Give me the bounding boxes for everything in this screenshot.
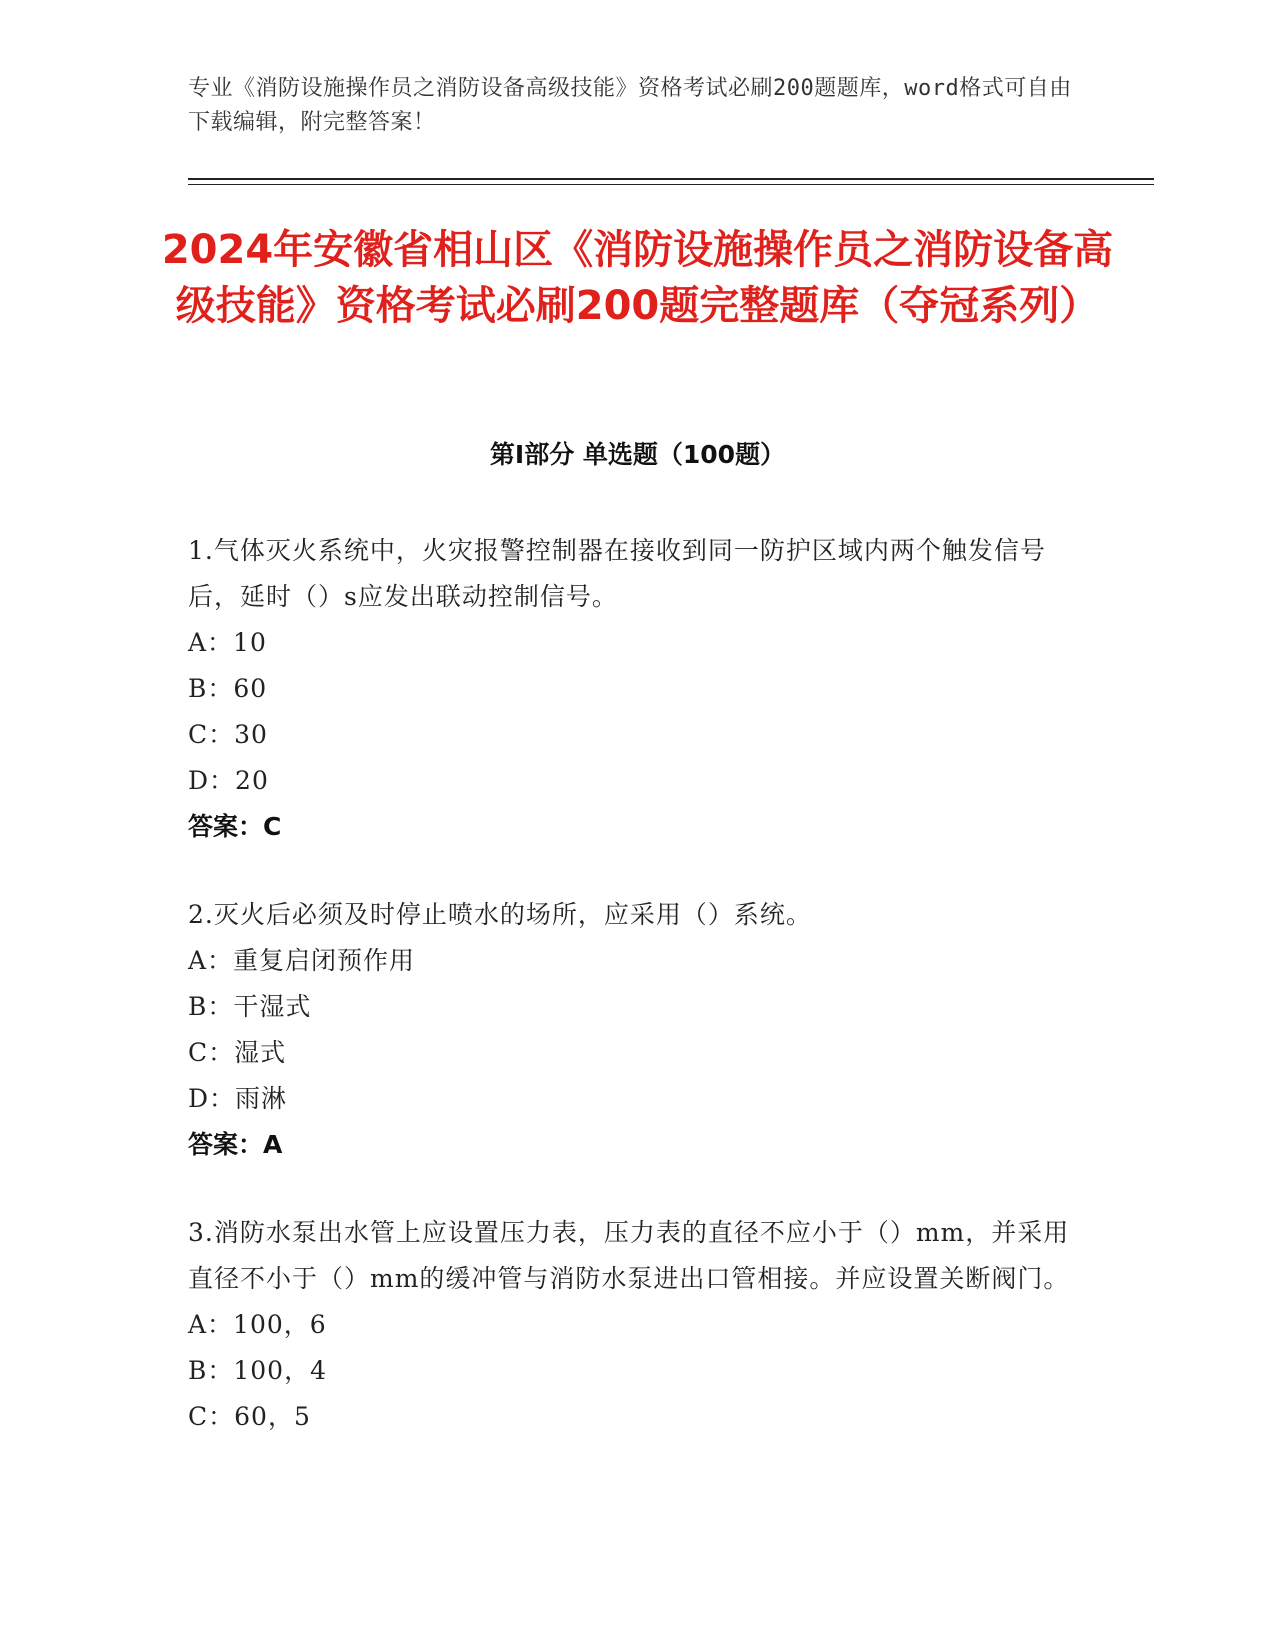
option-d: D：20 (188, 766, 269, 795)
question-2 (188, 892, 1088, 1168)
option-c: C：湿式 (188, 1038, 287, 1067)
document-title: 2024年安徽省相山区《消防设施操作员之消防设备高级技能》资格考试必刷200题完整题库（夺冠系列） (161, 227, 1114, 329)
option-c: C：30 (188, 720, 268, 749)
option-a: A：重复启闭预作用 (188, 946, 416, 975)
option-a: A：10 (188, 628, 267, 657)
question-stem: 3.消防水泵出水管上应设置压力表，压力表的直径不应小于（）mm，并采用直径不小于（）mm的缓冲管与消防水泵进出口管相接。并应设置关断阀门。 (188, 1218, 1070, 1293)
header-rule-thin (188, 184, 1154, 185)
question-1 (188, 528, 1088, 850)
option-b: B：干湿式 (188, 992, 312, 1021)
section-heading: 第Ⅰ部分 单选题（100题） (489, 440, 786, 469)
answer-label: 答案：A (188, 1130, 283, 1159)
option-a: A：100，6 (188, 1310, 327, 1339)
header-rule-thick (188, 178, 1154, 180)
header-note: 专业《消防设施操作员之消防设备高级技能》资格考试必刷200题题库，word格式可自由下载编辑，附完整答案！ (188, 76, 1072, 135)
option-c: C：60，5 (188, 1402, 311, 1431)
answer-label: 答案：C (188, 812, 282, 841)
option-d: D：雨淋 (188, 1084, 288, 1113)
option-b: B：60 (188, 674, 268, 703)
question-list (188, 528, 1088, 1482)
question-3 (188, 1210, 1088, 1440)
option-b: B：100，4 (188, 1356, 327, 1385)
question-stem: 2.灭火后必须及时停止喷水的场所，应采用（）系统。 (188, 900, 812, 929)
question-stem: 1.气体灭火系统中，火灾报警控制器在接收到同一防护区域内两个触发信号后，延时（）s应发出联动控制信号。 (188, 536, 1046, 611)
